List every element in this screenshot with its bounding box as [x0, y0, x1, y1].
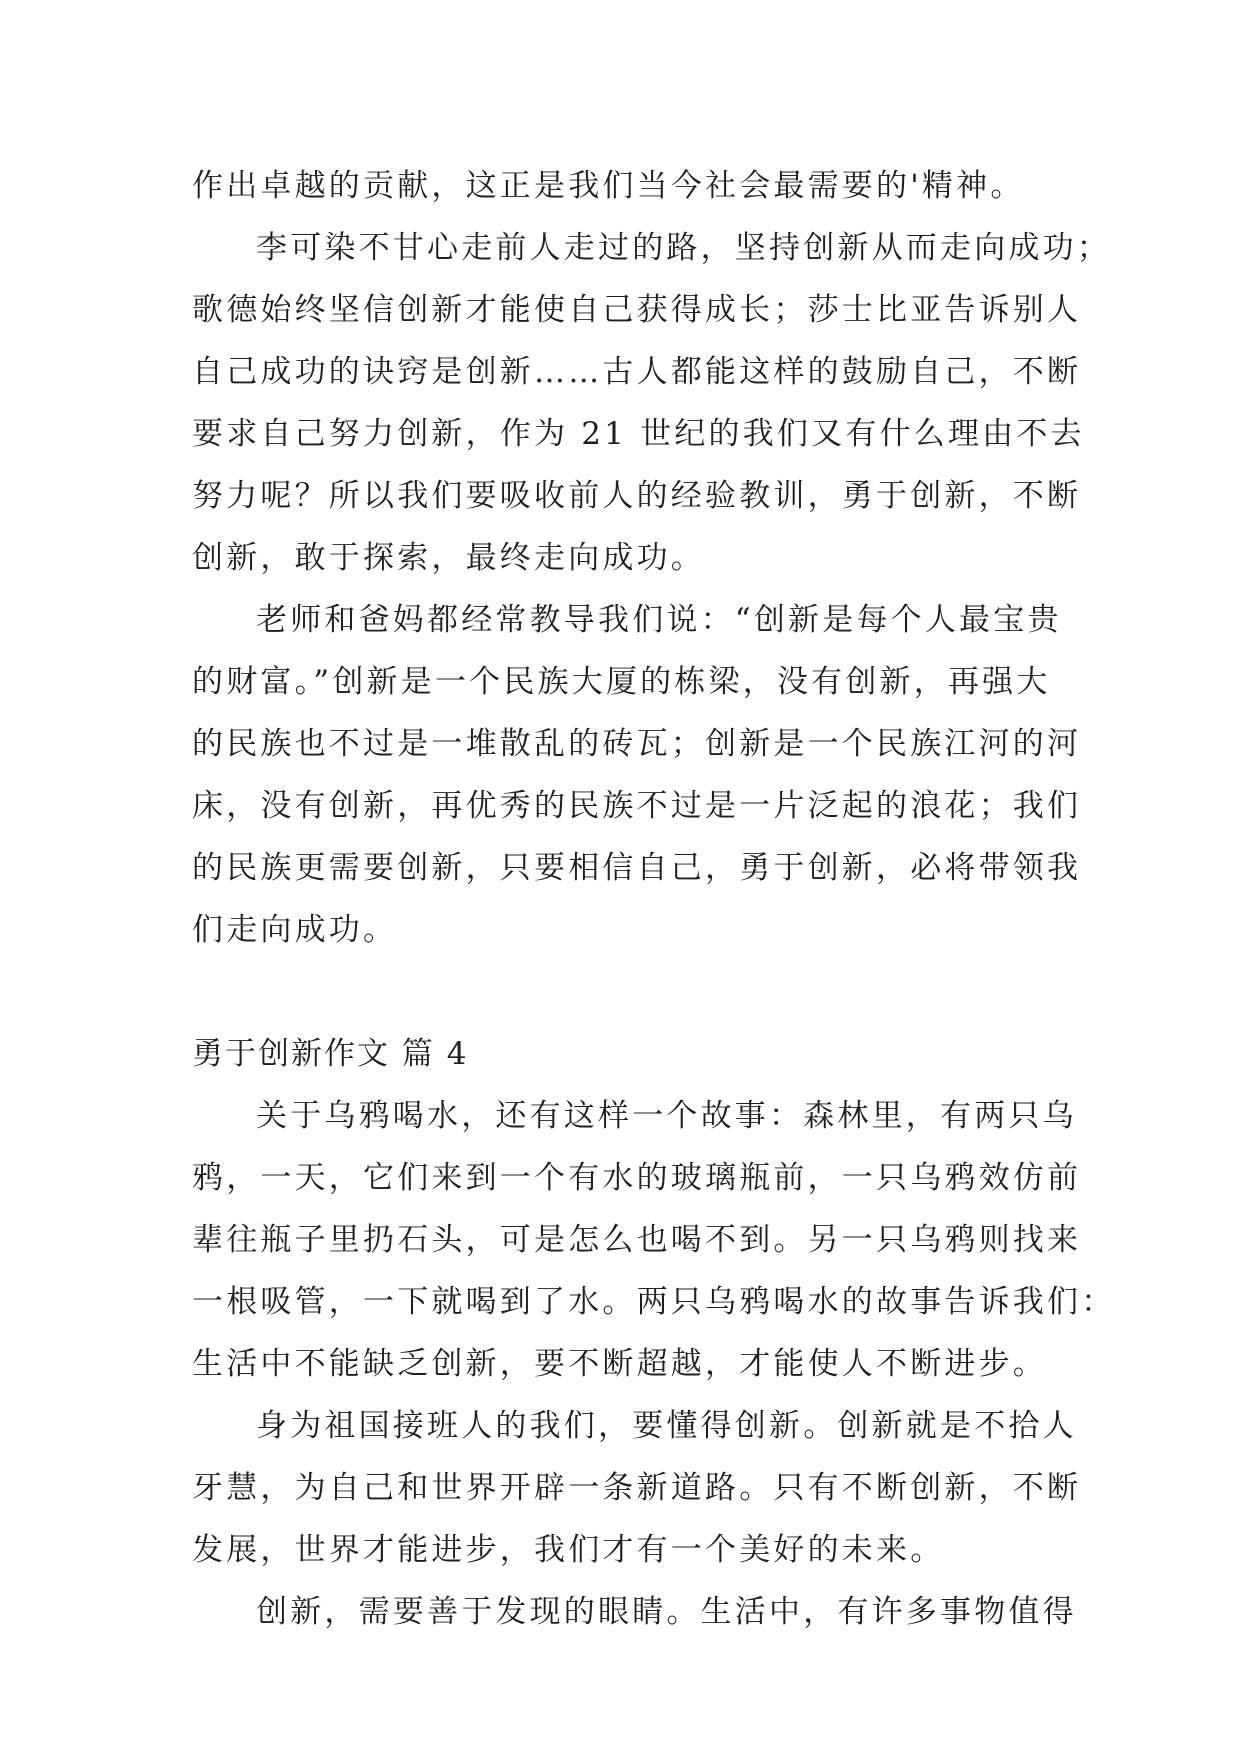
paragraph-continuation	[192, 155, 1047, 217]
text-line: 创新，需要善于发现的眼睛。生活中，有许多事物值得	[256, 1594, 1077, 1630]
paragraph-li-keran	[192, 217, 1111, 589]
text-line: 创新，敢于探索，最终走向成功。	[192, 540, 705, 576]
section-spacer	[192, 961, 1047, 1023]
text-line: 牙慧，为自己和世界开辟一条新道路。只有不断创新，不断	[192, 1470, 1082, 1506]
text-line: 一根吸管，一下就喝到了水。两只乌鸦喝水的故事告诉我们：	[192, 1284, 1116, 1320]
paragraph-crow-story	[192, 1085, 1116, 1395]
text-line: 李可染不甘心走前人走过的路，坚持创新从而走向成功；	[256, 230, 1111, 266]
paragraph-teachers	[192, 589, 1082, 961]
text-line: 关于乌鸦喝水，还有这样一个故事：森林里，有两只乌	[256, 1098, 1077, 1134]
text-line: 发展，世界才能进步，我们才有一个美好的未来。	[192, 1532, 945, 1568]
text-line: 歌德始终坚信创新才能使自己获得成长；莎士比亚告诉别人	[192, 292, 1082, 328]
text-line: 作出卓越的贡献，这正是我们当今社会最需要的'精神。	[192, 168, 1025, 204]
text-line: 的民族也不过是一堆散乱的砖瓦；创新是一个民族江河的河	[192, 726, 1082, 762]
text-line: 床，没有创新，再优秀的民族不过是一片泛起的浪花；我们	[192, 788, 1082, 824]
document-body	[192, 155, 1116, 1643]
text-line: 的民族更需要创新，只要相信自己，勇于创新，必将带领我	[192, 850, 1082, 886]
text-line: 鸦，一天，它们来到一个有水的玻璃瓶前，一只乌鸦效仿前	[192, 1160, 1082, 1196]
text-line: 们走向成功。	[192, 912, 398, 948]
paragraph-successors	[192, 1395, 1082, 1581]
text-line: 要求自己努力创新，作为 21 世纪的我们又有什么理由不去	[192, 416, 1085, 452]
paragraph-discovering-eyes	[192, 1581, 1077, 1643]
text-line: 生活中不能缺乏创新，要不断超越，才能使人不断进步。	[192, 1346, 1047, 1382]
text-line: 辈往瓶子里扔石头，可是怎么也喝不到。另一只乌鸦则找来	[192, 1222, 1082, 1258]
text-line: 自己成功的诀窍是创新……古人都能这样的鼓励自己，不断	[192, 354, 1082, 390]
text-line: 身为祖国接班人的我们，要懂得创新。创新就是不拾人	[256, 1408, 1077, 1444]
text-line: 努力呢？所以我们要吸收前人的经验教训，勇于创新，不断	[192, 478, 1082, 514]
section-heading: 勇于创新作文 篇 4	[192, 1036, 469, 1072]
text-line: 的财富。”创新是一个民族大厦的栋梁，没有创新，再强大	[192, 664, 1051, 700]
text-line: 老师和爸妈都经常教导我们说：“创新是每个人最宝贵	[256, 602, 1062, 638]
